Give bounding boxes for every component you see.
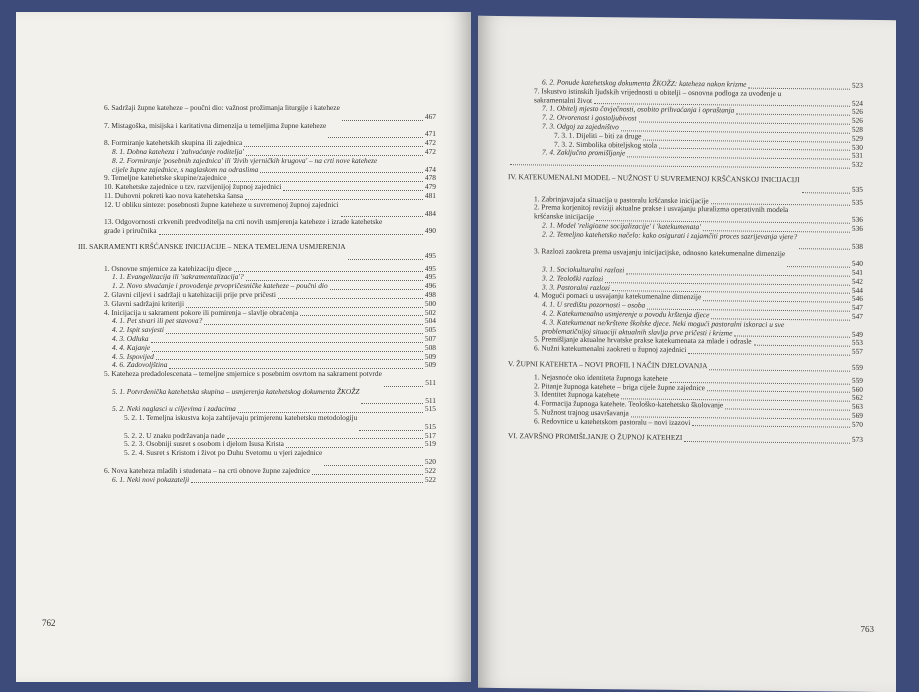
toc-leader-dots xyxy=(278,298,423,299)
toc-leader-dots xyxy=(300,315,423,316)
toc-page-number: 522 xyxy=(424,474,436,484)
toc-entry-title: 1. Osnovne smjernice za katehizaciju djece xyxy=(104,263,232,273)
toc-entry xyxy=(78,414,436,432)
toc-page-number: 530 xyxy=(851,142,863,152)
toc-entry-title: 4. 2. Ispit savjesti xyxy=(112,325,164,335)
toc-entry-title: V. ŽUPNI KATEHETA – NOVI PROFIL I NAČIN DJELOVANJA xyxy=(508,359,708,371)
toc-page-number: 526 xyxy=(851,115,863,126)
toc-page-number: 547 xyxy=(851,302,863,312)
toc-entry-title: 6. Redovnice u katehetskom pastoralu – novi izazovi xyxy=(534,416,691,427)
toc-entry-title: 2. Glavni ciljevi i sadržaji u katehizaciji prije prve pričesti xyxy=(104,289,276,299)
toc-section-heading xyxy=(508,433,863,446)
toc-entry-title: 8. 2. Formiranje 'posebnih zajednica' ili 'živih vjerničkih krugova' – na crti nove kateheze cijele župne zajednice, s naglaskom na odraslima xyxy=(112,155,378,174)
toc-page-number: 500 xyxy=(424,298,436,308)
toc-entry-title: 1. 2. Novo shvaćanje i provođenje prvopričesničke kateheze – poučni dio xyxy=(112,281,328,291)
toc-page-number: 570 xyxy=(851,419,863,429)
toc-page-number: 535 xyxy=(851,197,863,207)
toc-entry-title: 13. Odgovornosti crkvenih predvoditelja na crti novih usmjerenja kateheze i izrade katehetske građe i priručnika xyxy=(104,217,383,236)
toc-page-number: 538 xyxy=(851,241,863,251)
toc-entry xyxy=(78,370,436,388)
left-table-of-contents xyxy=(78,104,436,484)
toc-entry-title: 3. Identitet župnoga katehete xyxy=(534,389,620,400)
toc-page-number: 536 xyxy=(851,214,863,224)
toc-leader-dots xyxy=(234,271,423,272)
toc-leader-dots xyxy=(204,324,423,325)
toc-entry-title: 9. Temeljne katehetske skupine/zajednice xyxy=(104,173,227,183)
toc-page-number: 546 xyxy=(851,294,863,304)
toc-entry-title: 1. 1. Evangelizacija ili 'sakramentalizacija'? xyxy=(112,272,244,282)
toc-leader-dots xyxy=(348,259,423,260)
toc-page-number: 515 xyxy=(424,421,436,431)
toc-page-number: 535 xyxy=(851,184,863,194)
toc-entry-title: 8. 1. Dobna kateheza i 'zahvaćanje roditelja' xyxy=(112,146,244,156)
toc-entry-title: 3. Razlozi zaokreta prema usvajanju inicijacijske, odnosno katekumenalne dimenzije xyxy=(534,246,786,259)
toc-entry-title: 5. 2. 3. Osobniji susret s osobom i djelom Isusa Krista xyxy=(124,439,284,449)
toc-section-heading xyxy=(508,173,863,194)
toc-page-number: 531 xyxy=(851,151,863,161)
toc-leader-dots xyxy=(151,342,423,343)
toc-entry-title: III. SAKRAMENTI KRŠĆANSKE INICIJACIJE – NEKA TEMELJENA USMJERENJA xyxy=(78,241,346,251)
toc-page-number: 511 xyxy=(425,395,436,405)
toc-leader-dots xyxy=(684,441,850,444)
toc-entry-title: 7. 2. Otvorenost i gostoljubivost xyxy=(542,112,637,123)
toc-entry-title: 10. Katehetske zajednice u tzv. razvijenijoj župnoj zajednici xyxy=(104,182,282,192)
right-table-of-contents xyxy=(508,78,863,449)
toc-page-number: 504 xyxy=(424,316,436,326)
toc-entry-title: 4. 1. Pet stvari ili pet stavova? xyxy=(112,316,203,326)
toc-entry-title: 12. U obliku sinteze: posebnosti župne kateheze u suvremenoj župnoj zajednici xyxy=(104,199,339,209)
toc-entry-title: VI. ZAVRŠNO PROMIŠLJANJE O ŽUPNOJ KATEHEZI xyxy=(508,431,683,443)
toc-page-number: 529 xyxy=(851,133,863,143)
toc-leader-dots xyxy=(688,353,849,356)
toc-leader-dots xyxy=(159,234,423,235)
toc-leader-dots xyxy=(260,172,423,173)
toc-page-number: 481 xyxy=(424,190,436,200)
toc-page-number: 522 xyxy=(424,465,436,475)
toc-entry xyxy=(78,388,436,406)
toc-page-number: 523 xyxy=(851,80,863,90)
toc-page-number: 502 xyxy=(424,307,436,317)
toc-entry-title: 4. 1. U središtu pozornosti – osoba xyxy=(542,299,646,310)
toc-entry-title: 7. 3. Odgoj za zajedništvo xyxy=(542,121,619,132)
toc-leader-dots xyxy=(324,465,423,466)
toc-leader-dots xyxy=(244,146,423,147)
toc-leader-dots xyxy=(156,359,423,360)
toc-page-number: 484 xyxy=(424,208,436,218)
toc-entry xyxy=(78,218,436,236)
toc-page-number: 474 xyxy=(424,164,436,174)
toc-entry-title: 4. 5. Ispovijed xyxy=(112,351,154,361)
toc-page-number: 544 xyxy=(851,285,863,295)
toc-page-number: 560 xyxy=(851,384,863,394)
toc-entry-title: 7. 3. 1. Dijeliti – biti za druge xyxy=(554,130,642,141)
toc-entry-title: 11. Duhovni pokreti kao nova katehetska šansa xyxy=(104,190,244,200)
toc-page-number: 496 xyxy=(424,281,436,291)
toc-page-number: 515 xyxy=(424,404,436,414)
toc-page-number: 540 xyxy=(851,258,863,268)
toc-entry xyxy=(78,122,436,140)
toc-entry-title: 5. 1. Potvrđenička katehetska skupina – usmjerenja katehetskog dokumenta ŽKOŽZ xyxy=(112,386,360,396)
toc-entry-title: 5. 2. 1. Temeljna iskustva koja zahtijevaju primjerenu katehetsku metodologiju xyxy=(124,413,358,423)
toc-entry-title: 6. 2. Ponude katehetskog dokumenta ŽKOŽZ: kateheza nakon krizme xyxy=(542,77,747,89)
toc-page-number: 536 xyxy=(851,223,863,233)
toc-entry-title: 3. 1. Sociokulturalni razlozi xyxy=(542,264,625,275)
toc-entry-title: 7. 1. Obitelj mjesto čovječnosti, osobito prihvaćanja i opraštanja xyxy=(542,103,735,115)
toc-leader-dots xyxy=(384,386,423,387)
toc-entry xyxy=(78,104,436,122)
toc-page-number: 520 xyxy=(424,457,436,467)
toc-entry-title: 2. 2. Temeljno katehetsko načelo: kako osigurati i zajamčiti proces sazrijevanja vjere? xyxy=(542,229,798,241)
toc-entry-title: 7. 3. 2. Simbolika obiteljskog stola xyxy=(554,139,658,150)
toc-entry-title: 2. Prema korjenitoj reviziji aktualne prakse i usvajanju pluralizma operativnih modela kršćanske inicijacije xyxy=(534,202,789,222)
toc-leader-dots xyxy=(361,403,423,404)
toc-leader-dots xyxy=(152,351,423,352)
left-book-page xyxy=(16,12,471,682)
toc-entry xyxy=(78,449,436,467)
toc-entry xyxy=(78,201,436,219)
toc-leader-dots xyxy=(330,289,423,290)
toc-page-number: 495 xyxy=(424,250,436,260)
toc-entry-title: 3. Glavni sadržajni kriteriji xyxy=(104,298,185,308)
toc-entry-title: 4. 4. Kajanje xyxy=(112,342,151,352)
toc-entry-title: 1. Nejasnoće oko identiteta župnoga katehete xyxy=(534,372,668,383)
toc-entry-title: 6. 1. Neki novi pokazatelji xyxy=(112,474,190,484)
toc-page-number: 509 xyxy=(424,351,436,361)
toc-entry-title: 2. Pitanje župnoga katehete – briga cijele župne zajednice xyxy=(534,380,705,392)
toc-page-number: 495 xyxy=(424,272,436,282)
toc-entry-title: 6. Nužni katekumenalni zaokreti u župnoj zajednici xyxy=(534,343,687,355)
toc-entry-title: 5. Nužnost trajnog usavršavanja xyxy=(534,407,629,418)
toc-page-number: 573 xyxy=(851,435,863,445)
toc-page-number: 553 xyxy=(851,338,863,348)
toc-leader-dots xyxy=(692,426,850,429)
right-book-page xyxy=(478,16,896,692)
toc-page-number: 509 xyxy=(424,360,436,370)
toc-entry-title: 3. 3. Pastoralni razlozi xyxy=(542,282,610,292)
toc-leader-dots xyxy=(166,333,423,334)
toc-page-number: 524 xyxy=(851,98,863,108)
toc-leader-dots xyxy=(359,430,423,431)
toc-page-number: 557 xyxy=(851,346,863,356)
toc-entry-title: 7. Iskustvo istinskih ljudskih vrijednosti u obitelji – osnovna podloga za uvođenje u sakramentalni život xyxy=(534,86,782,105)
toc-leader-dots xyxy=(191,482,423,483)
toc-page-number: 505 xyxy=(424,325,436,335)
toc-page-number: 472 xyxy=(424,146,436,156)
toc-leader-dots xyxy=(312,474,423,475)
toc-page-number: 490 xyxy=(424,226,436,236)
toc-entry-title: 7. Mistagoška, misijska i karitativna dimenzija u temeljima župne kateheze xyxy=(104,120,327,130)
toc-entry-title: 3. 2. Teološki razlozi xyxy=(542,273,604,283)
toc-page-number: 508 xyxy=(424,342,436,352)
toc-page-number: 478 xyxy=(424,173,436,183)
toc-entry-title: 5. 2. 2. U znaku podržavanja nade xyxy=(124,430,225,440)
toc-leader-dots xyxy=(510,164,850,169)
page-number-left: 762 xyxy=(42,618,56,628)
toc-entry-title: 6. Nova kateheza mladih i studenata – na crti obnove župne zajednice xyxy=(104,465,311,475)
toc-page-number: 495 xyxy=(424,263,436,273)
toc-entry-title: 5. Kateheza predadolescenata – temeljne smjernice s posebnim osvrtom na sakrament potvrde xyxy=(104,369,382,379)
toc-page-number: 559 xyxy=(851,362,863,372)
toc-entry-title: 4. 2. Katekumenalno usmjerenje u povodu krštenja djece xyxy=(542,308,710,320)
toc-page-number: 528 xyxy=(851,124,863,134)
toc-page-number: 471 xyxy=(424,129,436,139)
toc-page-number: 563 xyxy=(851,401,863,411)
toc-entry-title: 4. 3. Odluka xyxy=(112,333,149,343)
toc-entry-title: 4. Formacija župnoga katehete. Teološko-katehetsko školovanje xyxy=(534,398,724,410)
toc-page-number: 569 xyxy=(851,410,863,420)
toc-page-number: 542 xyxy=(851,276,863,286)
toc-entry-title: 4. 6. Zadovoljština xyxy=(112,360,168,370)
toc-entry-title: 5. 2. Neki naglasci u ciljevima i zadacima xyxy=(112,404,236,414)
toc-leader-dots xyxy=(283,190,422,191)
toc-entry-title: 7. 4. Zaključno promišljanje xyxy=(542,147,626,158)
toc-page-number: 517 xyxy=(424,430,436,440)
toc-entry-title: 4. Mogući pomaci u usvajanju katekumenalne dimenzije xyxy=(534,290,702,302)
toc-leader-dots xyxy=(342,120,423,121)
toc-page-number: 498 xyxy=(424,289,436,299)
toc-page-number: 511 xyxy=(425,377,436,387)
toc-page-number: 541 xyxy=(851,267,863,277)
toc-leader-dots xyxy=(802,192,850,194)
toc-entry-title: 6. Sadržaji župne kateheze – poučni dio: važnost prožimanja liturgije i kateheze xyxy=(104,103,340,112)
toc-entry xyxy=(78,157,436,175)
toc-page-number: 472 xyxy=(424,138,436,148)
toc-page-number: 526 xyxy=(851,107,863,117)
toc-entry-title: 4. 3. Katekumenat ne/krštene školske djece. Neki mogući pastoralni iskoraci u sve problematičnijoj situaciji aktualnih slavlja prve pričesti i krizme xyxy=(542,317,785,337)
toc-section-heading xyxy=(508,360,863,373)
toc-page-number: 467 xyxy=(424,111,436,121)
toc-page-number: 547 xyxy=(851,311,863,321)
toc-leader-dots xyxy=(328,137,423,138)
toc-section-heading xyxy=(78,243,436,261)
toc-page-number: 519 xyxy=(424,439,436,449)
toc-page-number: 507 xyxy=(424,333,436,343)
toc-entry xyxy=(78,476,436,485)
toc-entry-title: 5. 2. 4. Susret s Kristom i život po Duhu Svetomu u vjeri zajednice xyxy=(124,448,323,458)
toc-page-number: 549 xyxy=(851,329,863,339)
toc-entry-title: 2. 1. Model 'religiozne socijalizacije' i 'katekumenata' xyxy=(542,220,701,232)
toc-entry-title: 4. Inicijacija u sakrament pokore ili pomirenja – slavlje obraćenja xyxy=(104,307,299,317)
toc-page-number: 562 xyxy=(851,393,863,403)
toc-entry-title: 5. Premišljanje aktualne hrvatske prakse katekumenata za mlade i odrasle xyxy=(534,334,752,346)
toc-leader-dots xyxy=(709,369,849,371)
toc-entry-title: 1. Zabrinjavajuća situacija u pastoralu kršćanske inicijacije xyxy=(534,193,709,205)
page-number-right: 763 xyxy=(860,623,874,634)
toc-page-number: 559 xyxy=(851,375,863,385)
toc-page-number: 532 xyxy=(851,159,863,170)
toc-entry-title: IV. KATEKUMENALNI MODEL – NUŽNOST U SUVREMENOJ KRŠĆANSKOJ INICIJACIJI xyxy=(508,172,800,185)
toc-page-number: 479 xyxy=(424,182,436,192)
toc-entry-title: 8. Formiranje katehetskih skupina ili zajednica xyxy=(104,138,243,148)
